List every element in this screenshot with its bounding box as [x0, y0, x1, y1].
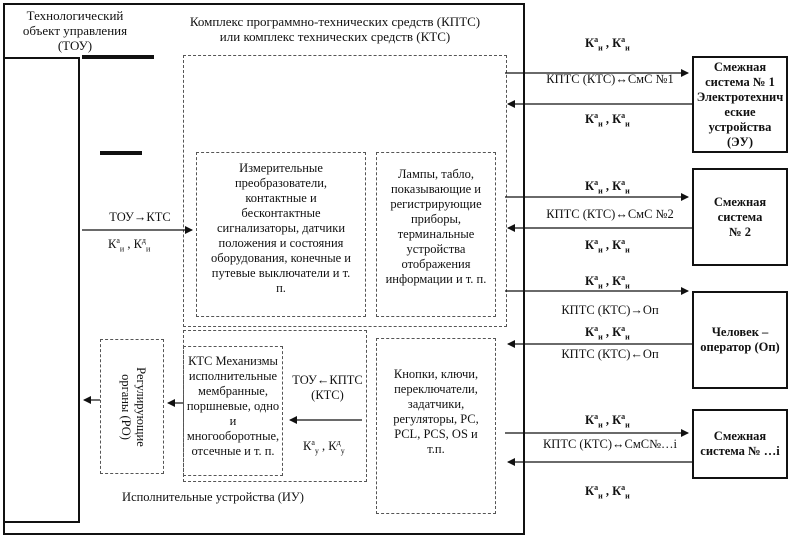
- k-coeff-left: $К^а_и$ , $К^д_и$: [108, 236, 151, 254]
- link-label-i: КПТС (КТС)↔СмС№…i: [542, 437, 678, 451]
- link-label-2: КПТС (КТС)↔СмС №2: [546, 207, 674, 221]
- link-label-op-in: КПТС (КТС)←Оп: [561, 347, 659, 361]
- k-coeff-r8: $К^а_и$ , $К^а_и$: [585, 483, 630, 501]
- k-coeff-r1: $К^а_и$ , $К^а_и$: [585, 35, 630, 53]
- link-label-1: КПТС (КТС)↔СмС №1: [546, 72, 674, 86]
- tou-from-kpts-label: ТОУ←КПТС (КТС): [292, 373, 363, 402]
- system-2-label: Смежная система № 2: [713, 194, 767, 239]
- k-coeff-r5: $К^а_и$ , $К^а_и$: [585, 273, 630, 291]
- tou-title: Технологический объект управления (ТОУ): [22, 8, 128, 53]
- k-coeff-r6: $К^а_и$ , $К^а_и$: [585, 324, 630, 342]
- system-1-label: Смежная система № 1 Электротехнич еские устройства (ЭУ): [696, 59, 784, 149]
- tou-to-kts-label: ТОУ→КТС: [109, 210, 171, 224]
- iu-label: Исполнительные устройства (ИУ): [122, 490, 304, 504]
- k-coeff-r3: $К^а_и$ , $К^а_и$: [585, 178, 630, 196]
- k-coeff-r2: $К^а_и$ , $К^а_и$: [585, 111, 630, 129]
- ktps-title: Комплекс программно-технических средств (КПТС) или комплекс технических средств (КТС): [189, 14, 481, 44]
- k-coeff-r4: $К^а_и$ , $К^а_и$: [585, 237, 630, 255]
- link-label-op-out: КПТС (КТС)→Оп: [561, 303, 659, 317]
- sensors-text: Измерительные преобразователи, контактные и бесконтактные сигнализаторы, датчики положения и состояния оборудования, конечные и путевые выключатели и т. п.: [210, 161, 352, 295]
- controls-text: Кнопки, ключи, переключатели, задатчики, регуляторы, PC, PCL, PCS, OS и т.п.: [393, 367, 479, 456]
- mechanisms-text: КТС Механизмы исполнительные мембранные, поршневые, одно и многооборотные, отсечные и т. п.: [186, 354, 280, 458]
- operator-label: Человек – оператор (Оп): [700, 325, 780, 354]
- system-i-label: Смежная система № …i: [700, 429, 780, 458]
- k-coeff-r7: $К^а_и$ , $К^а_и$: [585, 412, 630, 430]
- ro-text: Регулирующие органы (РО): [119, 367, 148, 447]
- indicators-text: Лампы, табло, показывающие и регистрирующие приборы, терминальные устройства отображения информации и т. п.: [385, 167, 487, 286]
- k-coeff-y: $К^а_у$ , $К^д_у$: [303, 438, 345, 456]
